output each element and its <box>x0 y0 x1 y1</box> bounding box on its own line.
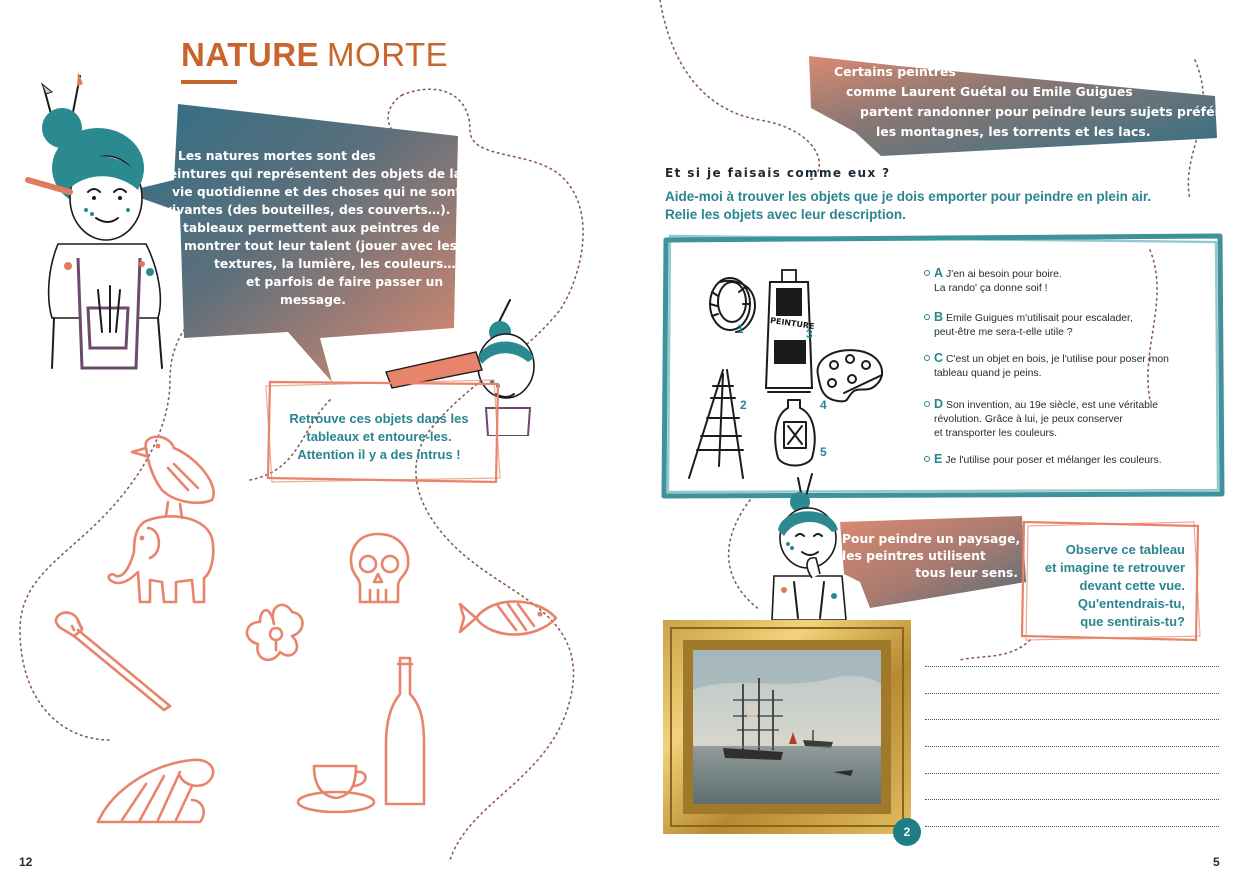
item-text: J'en ai besoin pour boire. <box>946 269 1062 280</box>
writing-line[interactable] <box>925 746 1219 747</box>
activity-heading: Et si je faisais comme eux ? <box>665 166 891 180</box>
item-text: Emile Guigues m'utilisait pour escalader, <box>946 313 1133 324</box>
title-regular: MORTE <box>327 36 449 73</box>
callout-line: Retrouve ces objets dans les <box>289 411 469 426</box>
bubble-line: textures, la lumière, les couleurs…) <box>214 257 462 271</box>
writing-line[interactable] <box>925 693 1219 694</box>
bubble-line: Les natures mortes sont des <box>178 149 376 163</box>
bubble-line: tous leur sens. <box>915 566 1018 580</box>
item-text: La rando' ça donne soif ! <box>934 283 1048 294</box>
girl-thinking-illustration <box>764 470 854 636</box>
connect-dot[interactable] <box>924 401 930 407</box>
callout-line: Attention il y a des intrus ! <box>297 447 461 462</box>
item-letter: E <box>934 452 943 466</box>
observe-line: devant cette vue. <box>1079 578 1185 593</box>
connect-dot[interactable] <box>924 456 930 462</box>
instruction-line: Aide-moi à trouver les objets que je dois emporter pour peindre en plein air. <box>665 189 1152 204</box>
intro-bubble-text <box>150 147 490 309</box>
writing-line[interactable] <box>925 799 1219 800</box>
harbor-painting <box>663 620 911 834</box>
teacup-icon <box>294 752 384 816</box>
palette-icon <box>808 345 888 405</box>
answer-writing-area[interactable] <box>925 666 1219 853</box>
item-text: Son invention, au 19e siècle, est une véritable <box>946 400 1159 411</box>
writing-line[interactable] <box>925 773 1219 774</box>
flower-icon <box>240 596 308 692</box>
find-objects-instructions <box>273 410 485 464</box>
description-item-e <box>924 452 1209 468</box>
item-text: et transporter les couleurs. <box>934 428 1058 439</box>
object-number: 1 <box>737 322 744 336</box>
bottle-icon <box>382 654 428 812</box>
item-letter: B <box>934 310 944 324</box>
writing-line[interactable] <box>925 826 1219 827</box>
bubble-line: Pour peindre un paysage, <box>842 532 1021 546</box>
seashell-icon <box>92 750 222 830</box>
object-number: 3 <box>806 327 813 341</box>
painting-number-badge: 2 <box>893 818 921 846</box>
bubble-line: vivantes (des bouteilles, des couverts…). <box>164 203 451 217</box>
bubble-line: comme Laurent Guétal ou Emile Guigues <box>846 84 1133 99</box>
object-number: 2 <box>740 398 747 412</box>
observe-line: Observe ce tableau <box>1065 542 1185 557</box>
title-bold: NATURE <box>181 36 320 73</box>
bubble-line: montrer tout leur talent (jouer avec les <box>184 239 458 253</box>
bubble-line: Ces tableaux permettent aux peintres de <box>154 221 440 235</box>
observe-instructions <box>1030 541 1185 631</box>
description-list <box>924 266 1209 479</box>
bubble-line: message. <box>280 293 346 307</box>
connect-dot[interactable] <box>924 270 930 276</box>
bubble-line: partent randonner pour peindre leurs sujets préférés : <box>860 104 1246 119</box>
description-item-b <box>924 310 1209 340</box>
description-item-d <box>924 397 1209 441</box>
item-text: tableau quand je peins. <box>934 368 1042 379</box>
bubble-line: les peintres utilisent <box>842 549 986 563</box>
observe-line: que sentirais-tu? <box>1080 614 1185 629</box>
bubble-line: les montagnes, les torrents et les lacs. <box>876 124 1151 139</box>
water-bottle-icon <box>770 396 820 470</box>
object-number: 4 <box>820 398 827 412</box>
observe-line: et imagine te retrouver <box>1044 560 1185 575</box>
item-letter: C <box>934 351 944 365</box>
hikers-bubble-text <box>834 62 1246 142</box>
instruction-line: Relie les objets avec leur description. <box>665 207 906 222</box>
paint-tube-label: PEINTURE <box>769 315 815 332</box>
bubble-line: et parfois de faire passer un <box>246 275 444 289</box>
easel-icon <box>683 366 753 484</box>
elephant-icon <box>104 508 222 608</box>
connect-dot[interactable] <box>924 314 930 320</box>
item-text: Je l'utilise pour poser et mélanger les couleurs. <box>945 455 1162 466</box>
description-item-a <box>924 266 1209 296</box>
bird-icon <box>128 428 224 520</box>
bubble-line: peintures qui représentent des objets de la <box>160 167 462 181</box>
senses-bubble-text <box>842 531 1021 582</box>
callout-line: tableaux et entoure-les. <box>306 429 452 444</box>
title-underline <box>181 80 237 84</box>
writing-line[interactable] <box>925 666 1219 667</box>
paintbrush-icon <box>52 608 176 712</box>
fish-icon <box>458 590 562 648</box>
page-number-left: 12 <box>19 855 33 869</box>
bubble-line: Certains peintres <box>834 64 956 79</box>
connect-dot[interactable] <box>924 355 930 361</box>
bubble-line: vie quotidienne et des choses qui ne sont pas <box>172 185 490 199</box>
item-text: peut-être me sera-t-elle utile ? <box>934 327 1073 338</box>
skull-icon <box>346 530 412 608</box>
item-text: C'est un objet en bois, je l'utilise pour poser mon <box>946 354 1169 365</box>
object-number: 5 <box>820 445 827 459</box>
item-text: révolution. Grâce à lui, je peux conserver <box>934 414 1123 425</box>
observe-line: Qu'entendrais-tu, <box>1077 596 1185 611</box>
item-letter: A <box>934 266 944 280</box>
item-letter: D <box>934 397 944 411</box>
description-item-c <box>924 351 1209 381</box>
activity-instructions <box>665 188 1185 224</box>
writing-line[interactable] <box>925 719 1219 720</box>
page-number-right: 5 <box>1213 855 1220 869</box>
page-title <box>181 36 448 74</box>
girl-artist-illustration <box>18 68 178 398</box>
